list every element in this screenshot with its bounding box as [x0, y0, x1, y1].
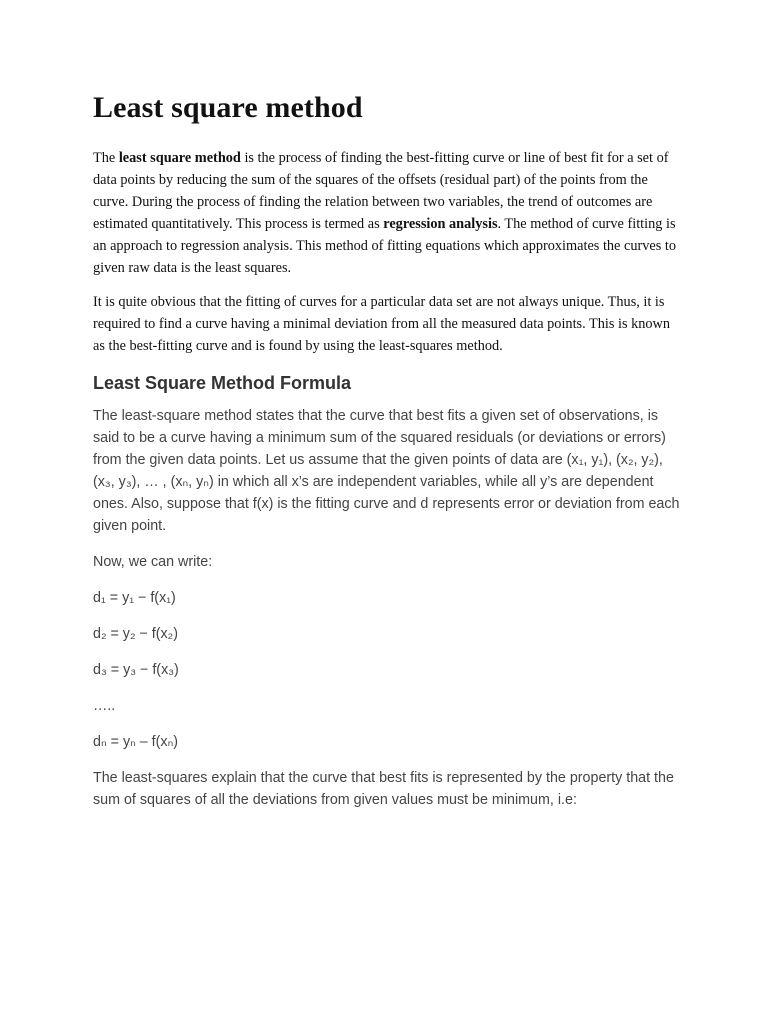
now-we-can-write: Now, we can write:	[93, 554, 213, 570]
equation-2: d₂ = y₂ − f(x₂)	[93, 626, 178, 642]
second-paragraph: It is quite obvious that the fitting of curves for a particular data set are not always unique. Thus, it is required to find a curve having a minimal deviation from all the measured data points. This is known as the best-fitting curve and is found by using the least-squares method.	[93, 294, 671, 354]
intro-bold-term-1: least square method	[118, 150, 241, 166]
equation-3: d₃ = y₃ − f(x₃)	[93, 662, 179, 678]
document-page	[93, 88, 683, 825]
page-title: Least square method	[93, 91, 363, 124]
intro-text-3: . The method of curve fitting is an approach to regression analysis. This method of fitting equations which approximates the curves to given raw data is the least squares.	[93, 216, 676, 276]
equation-1: d₁ = y₁ − f(x₁)	[93, 590, 176, 606]
intro-paragraph	[93, 147, 683, 279]
intro-text-2: is the process of finding the best-fitting curve or line of best fit for a set of data points by reducing the sum of the squares of the offsets (residual part) of the points from the curve. During the process of finding the relation between two variables, the trend of outcomes are estimated quantitatively. This process is termed as	[93, 150, 669, 232]
equation-ellipsis: …..	[93, 698, 116, 714]
section-heading: Least Square Method Formula	[93, 373, 352, 393]
equation-n: dₙ = yₙ – f(xₙ)	[93, 734, 179, 750]
intro-text-1: The	[93, 150, 119, 166]
closing-paragraph: The least-squares explain that the curve that best fits is represented by the property that the sum of squares of all the deviations from given values must be minimum, i.e:	[93, 770, 674, 808]
section-paragraph: The least-square method states that the curve that best fits a given set of observations, is said to be a curve having a minimum sum of the squared residuals (or deviations or errors) from the given data points. Let us assume that the given points of data are (x₁, y₁), (x₂, y₂), (x₃, y₃), … , (xₙ, yₙ) in which all x’s are independent variables, while all y’s are dependent ones. Also, suppose that f(x) is the fitting curve and d represents error or deviation from each given point.	[93, 408, 680, 534]
intro-bold-term-2: regression analysis	[383, 216, 498, 232]
